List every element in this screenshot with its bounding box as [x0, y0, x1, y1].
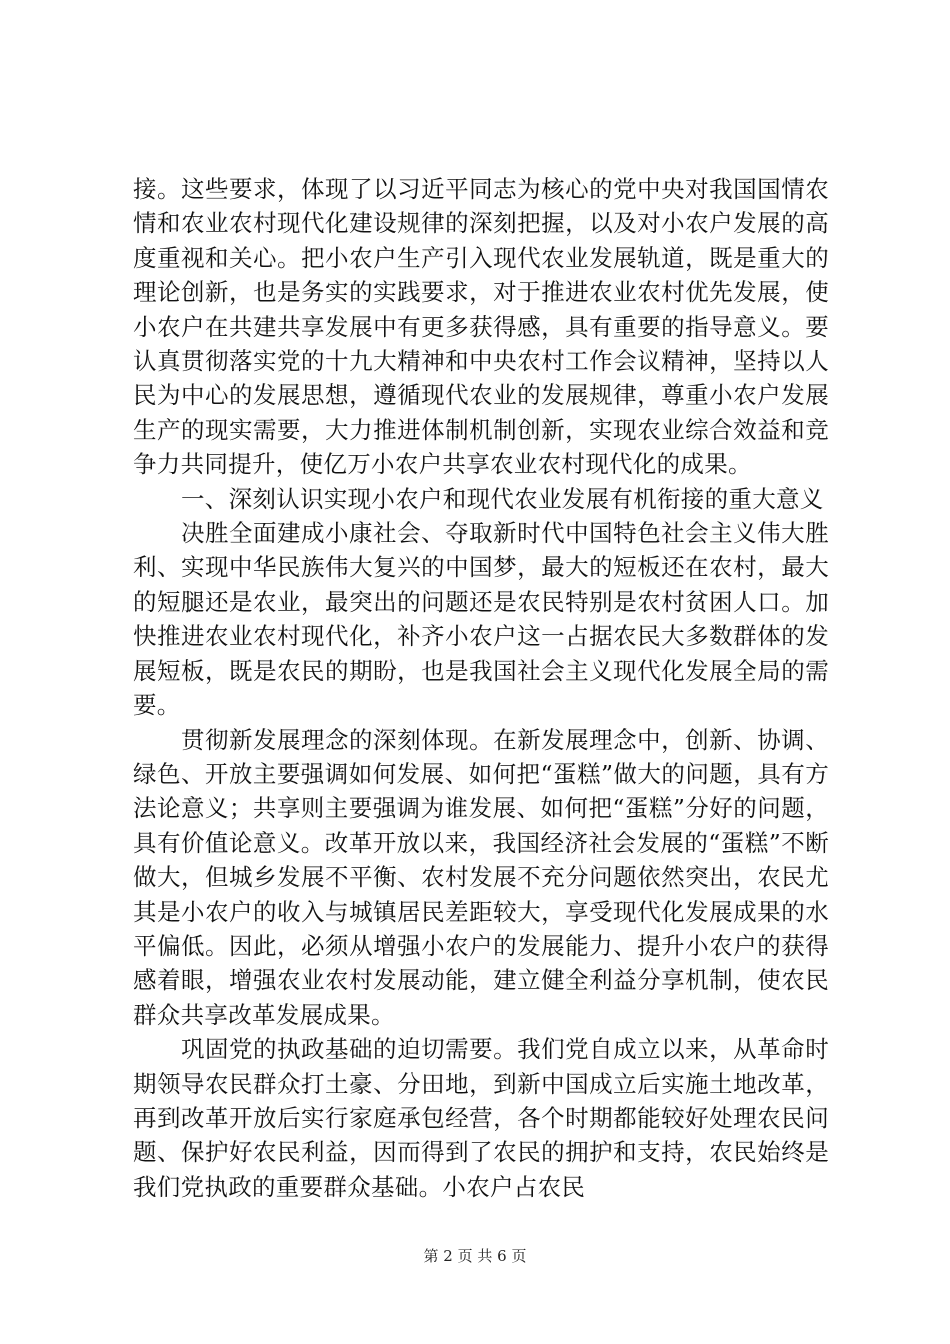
body-paragraph: 决胜全面建成小康社会、夺取新时代中国特色社会主义伟大胜利、实现中华民族伟大复兴的中国梦，最大的短板还在农村，最大的短腿还是农业，最突出的问题还是农民特别是农村贫困人口。加快推进农业农村现代化，补齐小农户这一占据农民大多数群体的发展短板，既是农民的期盼，也是我国社会主义现代化发展全局的需要。 — [133, 519, 829, 720]
body-paragraph: 贯彻新发展理念的深刻体现。在新发展理念中，创新、协调、绿色、开放主要强调如何发展、如何把“蛋糕”做大的问题，具有方法论意义；共享则主要强调为谁发展、如何把“蛋糕”分好的问题，具有价值论意义。改革开放以来，我国经济社会发展的“蛋糕”不断做大，但城乡发展不平衡、农村发展不充分问题依然突出，农民尤其是小农户的收入与城镇居民差距较大，享受现代化发展成果的水平偏低。因此，必须从增强小农户的发展能力、提升小农户的获得感着眼，增强农业农村发展动能，建立健全利益分享机制，使农民群众共享改革发展成果。 — [133, 725, 829, 1029]
body-paragraph: 接。这些要求，体现了以习近平同志为核心的党中央对我国国情农情和农业农村现代化建设规律的深刻把握，以及对小农户发展的高度重视和关心。把小农户生产引入现代农业发展轨道，既是重大的理论创新，也是务实的实践要求，对于推进农业农村优先发展，使小农户在共建共享发展中有更多获得感，具有重要的指导意义。要认真贯彻落实党的十九大精神和中央农村工作会议精神，坚持以人民为中心的发展思想，遵循现代农业的发展规律，尊重小农户发展生产的现实需要，大力推进体制机制创新，实现农业综合效益和竞争力共同提升，使亿万小农户共享农业农村现代化的成果。 — [133, 175, 829, 479]
document-body — [133, 172, 829, 1204]
section-heading: 一、深刻认识实现小农户和现代农业发展有机衔接的重大意义 — [181, 484, 824, 513]
body-paragraph: 巩固党的执政基础的迫切需要。我们党自成立以来，从革命时期领导农民群众打土豪、分田地，到新中国成立后实施土地改革，再到改革开放后实行家庭承包经营，各个时期都能较好处理农民问题、保护好农民利益，因而得到了农民的拥护和支持，农民始终是我们党执政的重要群众基础。小农户占农民 — [133, 1035, 829, 1201]
page-number-footer: 第 2 页 共 6 页 — [423, 1247, 527, 1265]
